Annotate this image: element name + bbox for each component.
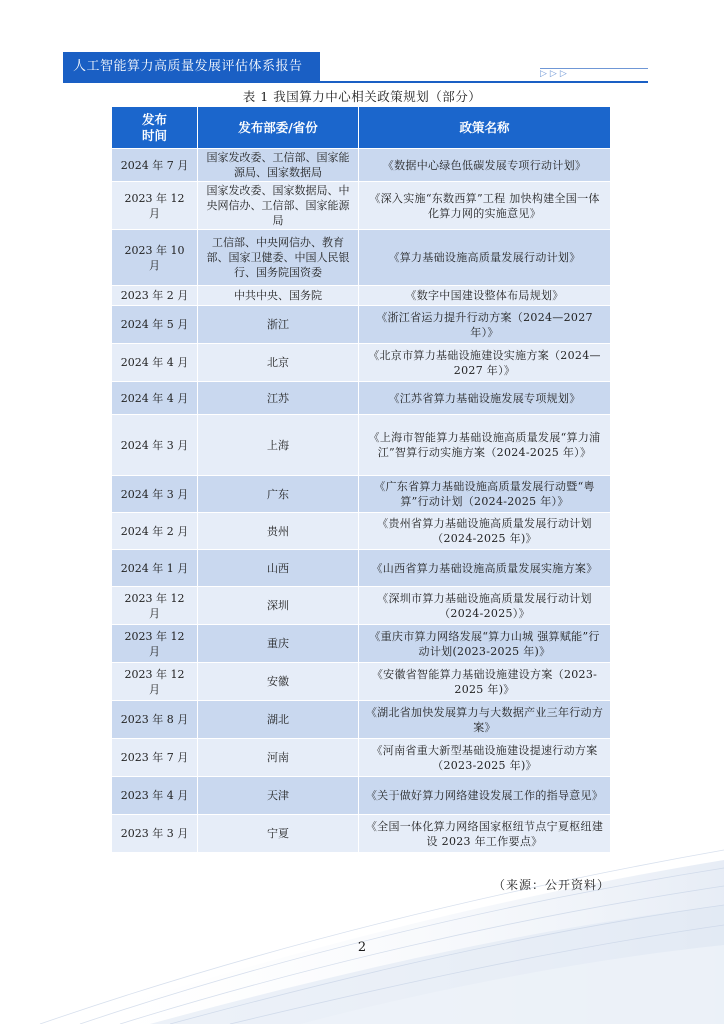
cell-policy: 《数据中心绿色低碳发展专项行动计划》 xyxy=(359,149,611,182)
cell-policy: 《数字中国建设整体布局规划》 xyxy=(359,286,611,306)
cell-department: 国家发改委、国家数据局、中央网信办、工信部、国家能源局 xyxy=(198,182,359,230)
cell-department: 工信部、中央网信办、教育部、国家卫健委、中国人民银行、国务院国资委 xyxy=(198,230,359,286)
table-row xyxy=(112,739,611,777)
table-row xyxy=(112,513,611,550)
cell-date: 2023 年 3 月 xyxy=(112,815,198,853)
cell-policy: 《深圳市算力基础设施高质量发展行动计划（2024-2025）》 xyxy=(359,587,611,625)
table-row xyxy=(112,777,611,815)
table-row xyxy=(112,306,611,344)
cell-policy: 《关于做好算力网络建设发展工作的指导意见》 xyxy=(359,777,611,815)
cell-policy: 《深入实施“东数西算”工程 加快构建全国一体化算力网的实施意见》 xyxy=(359,182,611,230)
table-row xyxy=(112,415,611,476)
cell-policy: 《贵州省算力基础设施高质量发展行动计划（2024-2025 年)》 xyxy=(359,513,611,550)
table-row xyxy=(112,149,611,182)
table-row xyxy=(112,625,611,663)
cell-date: 2024 年 7 月 xyxy=(112,149,198,182)
cell-department: 重庆 xyxy=(198,625,359,663)
header-department: 发布部委/省份 xyxy=(198,107,359,149)
cell-policy: 《广东省算力基础设施高质量发展行动暨“粤算”行动计划（2024-2025 年）》 xyxy=(359,476,611,513)
cell-department: 广东 xyxy=(198,476,359,513)
header-policy-name: 政策名称 xyxy=(359,107,611,149)
cell-policy: 《安徽省智能算力基础设施建设方案（2023-2025 年)》 xyxy=(359,663,611,701)
cell-date: 2023 年 4 月 xyxy=(112,777,198,815)
header-time: 发布 时间 xyxy=(112,107,198,149)
cell-department: 上海 xyxy=(198,415,359,476)
cell-policy: 《上海市智能算力基础设施高质量发展“算力浦江”智算行动实施方案（2024-2025 年）》 xyxy=(359,415,611,476)
cell-date: 2023 年 7 月 xyxy=(112,739,198,777)
cell-department: 中共中央、国务院 xyxy=(198,286,359,306)
cell-policy: 《北京市算力基础设施建设实施方案（2024—2027 年）》 xyxy=(359,344,611,382)
cell-policy: 《河南省重大新型基础设施建设提速行动方案（2023-2025 年)》 xyxy=(359,739,611,777)
cell-department: 浙江 xyxy=(198,306,359,344)
table-header-row xyxy=(112,107,611,149)
source-note: （来源：公开资料） xyxy=(492,878,610,892)
table-row xyxy=(112,344,611,382)
table-row xyxy=(112,587,611,625)
table-row xyxy=(112,230,611,286)
cell-date: 2024 年 3 月 xyxy=(112,415,198,476)
table-row xyxy=(112,815,611,853)
table-caption: 表 1 我国算力中心相关政策规划（部分） xyxy=(242,89,482,104)
cell-policy: 《算力基础设施高质量发展行动计划》 xyxy=(359,230,611,286)
header-divider xyxy=(63,81,648,83)
cell-policy: 《江苏省算力基础设施发展专项规划》 xyxy=(359,382,611,415)
cell-date: 2024 年 4 月 xyxy=(112,344,198,382)
cell-date: 2024 年 1 月 xyxy=(112,550,198,587)
cell-date: 2023 年 12 月 xyxy=(112,182,198,230)
cell-date: 2024 年 2 月 xyxy=(112,513,198,550)
cell-department: 宁夏 xyxy=(198,815,359,853)
cell-department: 湖北 xyxy=(198,701,359,739)
cell-department: 深圳 xyxy=(198,587,359,625)
table-row xyxy=(112,182,611,230)
cell-policy: 《全国一体化算力网络国家枢纽节点宁夏枢纽建设 2023 年工作要点》 xyxy=(359,815,611,853)
cell-department: 河南 xyxy=(198,739,359,777)
table-row xyxy=(112,663,611,701)
table-body xyxy=(112,149,611,853)
cell-policy: 《浙江省运力提升行动方案（2024—2027年）》 xyxy=(359,306,611,344)
cell-department: 贵州 xyxy=(198,513,359,550)
table-row xyxy=(112,701,611,739)
page-number: 2 xyxy=(357,940,367,955)
cell-date: 2023 年 8 月 xyxy=(112,701,198,739)
cell-date: 2024 年 4 月 xyxy=(112,382,198,415)
cell-department: 山西 xyxy=(198,550,359,587)
cell-date: 2024 年 3 月 xyxy=(112,476,198,513)
cell-date: 2023 年 12 月 xyxy=(112,663,198,701)
cell-date: 2023 年 12 月 xyxy=(112,587,198,625)
cell-policy: 《山西省算力基础设施高质量发展实施方案》 xyxy=(359,550,611,587)
cell-department: 江苏 xyxy=(198,382,359,415)
policy-table xyxy=(111,106,611,853)
report-title-banner: 人工智能算力高质量发展评估体系报告 xyxy=(63,52,320,82)
table-row xyxy=(112,286,611,306)
cell-date: 2024 年 5 月 xyxy=(112,306,198,344)
table-row xyxy=(112,476,611,513)
cell-department: 安徽 xyxy=(198,663,359,701)
cell-date: 2023 年 10 月 xyxy=(112,230,198,286)
cell-department: 北京 xyxy=(198,344,359,382)
cell-department: 天津 xyxy=(198,777,359,815)
cell-policy: 《湖北省加快发展算力与大数据产业三年行动方案》 xyxy=(359,701,611,739)
table-row xyxy=(112,550,611,587)
cell-department: 国家发改委、工信部、国家能源局、国家数据局 xyxy=(198,149,359,182)
cell-policy: 《重庆市算力网络发展“算力山城 强算赋能”行动计划(2023-2025 年)》 xyxy=(359,625,611,663)
header-arrows-icon: ▷▷▷ xyxy=(540,69,570,79)
cell-date: 2023 年 12 月 xyxy=(112,625,198,663)
cell-date: 2023 年 2 月 xyxy=(112,286,198,306)
table-row xyxy=(112,382,611,415)
